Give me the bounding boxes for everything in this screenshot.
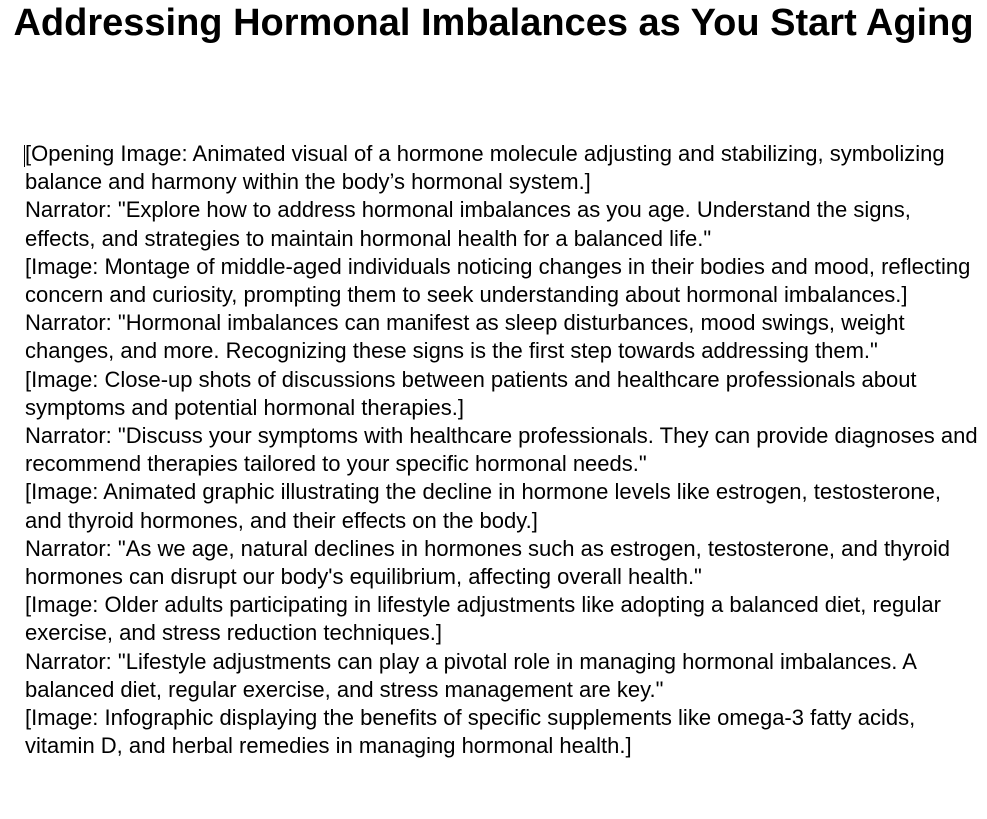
- document-title: Addressing Hormonal Imbalances as You Start Aging: [13, 2, 974, 44]
- image-description: [Image: Infographic displaying the benefits of specific supplements like omega-3 fatty acids, vitamin D, and herbal remedies in managing hormonal health.]: [25, 705, 916, 759]
- document-body[interactable]: [25, 140, 983, 760]
- image-description: [Image: Older adults participating in lifestyle adjustments like adopting a balanced diet, regular exercise, and stress reduction techniques.]: [25, 592, 941, 646]
- narrator-line: Narrator: "Discuss your symptoms with healthcare professionals. They can provide diagnoses and recommend therapies tailored to your specific hormonal needs.": [25, 423, 978, 477]
- image-description: [Image: Montage of middle-aged individuals noticing changes in their bodies and mood, reflecting concern and curiosity, prompting them to seek understanding about hormonal imbalances.]: [25, 253, 971, 308]
- narrator-line: Narrator: "Explore how to address hormonal imbalances as you age. Understand the signs, effects, and strategies to maintain hormonal health for a balanced life.": [25, 197, 911, 251]
- opening-image-description: [Opening Image: Animated visual of a hormone molecule adjusting and stabilizing, symbolizing balance and harmony within the body’s hormonal system.]: [25, 141, 945, 195]
- narrator-line: Narrator: "Lifestyle adjustments can play a pivotal role in managing hormonal imbalances. A balanced diet, regular exercise, and stress management are key.": [25, 648, 916, 702]
- image-description: [Image: Animated graphic illustrating the decline in hormone levels like estrogen, testosterone, and thyroid hormones, and their effects on the body.]: [25, 479, 941, 533]
- narrator-line: Narrator: "As we age, natural declines in hormones such as estrogen, testosterone, and thyroid hormones can disrupt our body's equilibrium, affecting overall health.": [25, 535, 950, 590]
- narrator-line: Narrator: "Hormonal imbalances can manifest as sleep disturbances, mood swings, weight changes, and more. Recognizing these signs is the first step towards addressing them.": [25, 310, 905, 364]
- image-description: [Image: Close-up shots of discussions between patients and healthcare professionals about symptoms and potential hormonal therapies.]: [25, 366, 917, 420]
